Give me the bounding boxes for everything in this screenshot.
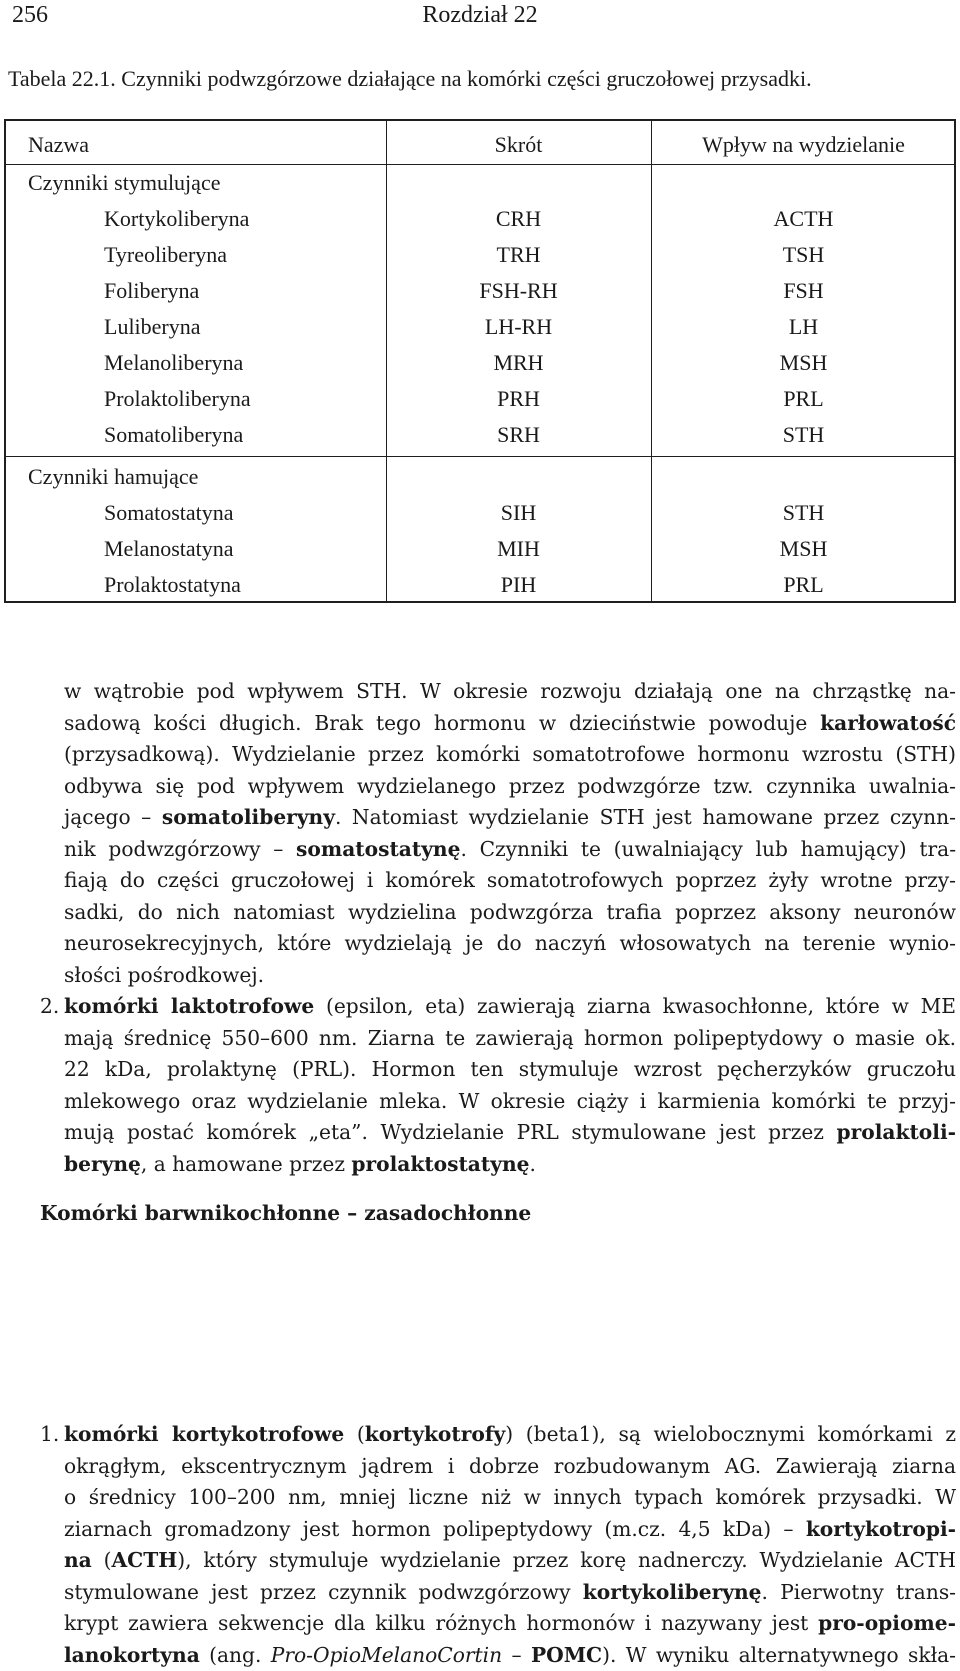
table-row	[6, 567, 954, 603]
table-caption: Tabela 22.1. Czynniki podwzgórzowe działające na komórki części gruczołowej przysadki.	[8, 66, 812, 92]
list-item-text	[64, 1419, 956, 1671]
text-line	[64, 1608, 956, 1640]
text-run: sadki, do nich natomiast wydzielina podwzgórza trafia poprzez aksony neuronów	[64, 900, 956, 924]
text-line	[64, 1419, 956, 1451]
text-run: odbywa się pod wpływem wydzielanego przez podwzgórze tzw. czynnika uwalnia-	[64, 774, 956, 798]
text-line	[64, 1117, 956, 1149]
text-line	[64, 991, 956, 1023]
table-row	[6, 417, 954, 453]
bold-term: kortykoliberynę	[583, 1580, 762, 1604]
table-row	[6, 201, 954, 237]
factor-abbr-cell: LH-RH	[386, 309, 651, 345]
factor-name-cell: Tyreoliberyna	[104, 237, 227, 273]
text-run: ziarnach gromadzony jest hormon polipeptydowy (m.cz. 4,5 kDa) –	[64, 1517, 806, 1541]
table-group-row	[6, 459, 954, 495]
factor-abbr-cell: PIH	[386, 567, 651, 603]
text-run: w wątrobie pod wpływem STH. W okresie rozwoju działają one na chrząstkę na-	[64, 679, 956, 703]
text-run: nik podwzgórzowy –	[64, 837, 296, 861]
column-header-abbr: Skrót	[386, 127, 651, 163]
factor-effect-cell: MSH	[651, 531, 956, 567]
factor-effect-cell: PRL	[651, 567, 956, 603]
text-run: (	[344, 1422, 365, 1446]
text-run: . Czynniki te (uwalniający lub hamujący) tra-	[460, 837, 956, 861]
paragraph-lines	[64, 676, 956, 991]
text-run: jącego –	[64, 805, 162, 829]
bold-term: kortykotropi-	[806, 1517, 956, 1541]
page-number: 256	[12, 2, 48, 29]
text-line	[64, 1545, 956, 1577]
text-line	[64, 1514, 956, 1546]
text-run: –	[502, 1643, 531, 1667]
text-line	[64, 897, 956, 929]
factor-abbr-cell: PRH	[386, 381, 651, 417]
factor-effect-cell: STH	[651, 495, 956, 531]
text-run: fiają do części gruczołowej i komórek somatotrofowych poprzez żyły wrotne przy-	[64, 868, 956, 892]
page-header	[0, 0, 960, 40]
bold-term: ACTH	[111, 1548, 177, 1572]
group-label: Czynniki hamujące	[28, 459, 198, 495]
text-line	[64, 1451, 956, 1483]
list-item-lactotrophs	[64, 991, 956, 1180]
hormone-table	[4, 119, 956, 603]
text-line	[64, 771, 956, 803]
text-line	[64, 1086, 956, 1118]
text-line	[64, 960, 956, 992]
bold-term: somatoliberyny	[162, 805, 335, 829]
list-number: 2.	[40, 991, 59, 1023]
factor-abbr-cell: CRH	[386, 201, 651, 237]
paragraph-somatotrophs	[64, 676, 956, 991]
factor-abbr-cell: MRH	[386, 345, 651, 381]
bold-term: prolaktoli-	[837, 1120, 956, 1144]
bold-term: kortykotrofy	[365, 1422, 505, 1446]
text-run: ). W wyniku alternatywnego skła-	[602, 1643, 956, 1667]
table-row	[6, 381, 954, 417]
text-run: , a hamowane przez	[141, 1152, 352, 1176]
factor-name-cell: Melanostatyna	[104, 531, 234, 567]
chapter-title: Rozdział 22	[0, 2, 960, 29]
text-line	[64, 708, 956, 740]
bold-term: karłowatość	[820, 711, 956, 735]
list-number: 1.	[40, 1419, 59, 1451]
text-run: (epsilon, eta) zawierają ziarna kwasochłonne, które w ME	[314, 994, 956, 1018]
factor-name-cell: Somatoliberyna	[104, 417, 243, 453]
bold-term: pro-opiome-	[818, 1611, 956, 1635]
table-row	[6, 495, 954, 531]
factor-abbr-cell: SRH	[386, 417, 651, 453]
text-run: .	[529, 1152, 535, 1176]
list-item-text	[64, 991, 956, 1180]
italic-term: Pro-OpioMelanoCortin	[271, 1643, 502, 1667]
table-row	[6, 273, 954, 309]
text-run: mują postać komórek „eta”. Wydzielanie PRL stymulowane jest przez	[64, 1120, 837, 1144]
text-run: sadową kości długich. Brak tego hormonu w dzieciństwie powoduje	[64, 711, 820, 735]
text-run: (przysadkową). Wydzielanie przez komórki somatotrofowe hormonu wzrostu (STH)	[64, 742, 956, 766]
text-run: krypt zawiera sekwencje dla kilku różnych hormonów i nazywany jest	[64, 1611, 818, 1635]
text-line	[64, 1577, 956, 1609]
text-run: ) (beta1), są wielobocznymi komórkami z	[505, 1422, 956, 1446]
table-row	[6, 309, 954, 345]
bold-term: POMC	[531, 1643, 602, 1667]
factor-name-cell: Prolaktostatyna	[104, 567, 241, 603]
factor-name-cell: Prolaktoliberyna	[104, 381, 251, 417]
text-line	[64, 1054, 956, 1086]
column-header-effect: Wpływ na wydzielanie	[651, 127, 956, 163]
text-line	[64, 1482, 956, 1514]
factor-effect-cell: FSH	[651, 273, 956, 309]
factor-effect-cell: PRL	[651, 381, 956, 417]
bold-term: berynę	[64, 1152, 141, 1176]
factor-name-cell: Luliberyna	[104, 309, 201, 345]
text-line	[64, 1149, 956, 1181]
bold-term: na	[64, 1548, 92, 1572]
column-header-name: Nazwa	[28, 127, 89, 163]
text-run: mlekowego oraz wydzielanie mleka. W okresie ciąży i karmienia komórki te przyj-	[64, 1089, 956, 1113]
text-run: okrągłym, ekscentrycznym jądrem i dobrze rozbudowanym AG. Zawierają ziarna	[64, 1454, 956, 1478]
bold-term: lanokortyna	[64, 1643, 200, 1667]
text-run: . Pierwotny trans-	[762, 1580, 956, 1604]
factor-abbr-cell: SIH	[386, 495, 651, 531]
text-run: mają średnicę 550–600 nm. Ziarna te zawierają hormon polipeptydowy o masie ok.	[64, 1026, 956, 1050]
table-group-row	[6, 165, 954, 201]
factor-name-cell: Foliberyna	[104, 273, 199, 309]
text-line	[64, 802, 956, 834]
factor-abbr-cell: MIH	[386, 531, 651, 567]
text-line	[64, 1640, 956, 1671]
factor-abbr-cell: TRH	[386, 237, 651, 273]
factor-effect-cell: STH	[651, 417, 956, 453]
text-run: 22 kDa, prolaktynę (PRL). Hormon ten stymuluje wzrost pęcherzyków gruczołu	[64, 1057, 956, 1081]
text-line	[64, 739, 956, 771]
factor-effect-cell: TSH	[651, 237, 956, 273]
text-run: stymulowane jest przez czynnik podwzgórzowy	[64, 1580, 583, 1604]
section-heading: Komórki barwnikochłonne – zasadochłonne	[40, 1198, 531, 1230]
group-label: Czynniki stymulujące	[28, 165, 220, 201]
text-run: neurosekrecyjnych, które wydzielają je do naczyń włosowatych na terenie wynio-	[64, 931, 956, 955]
factor-name-cell: Melanoliberyna	[104, 345, 243, 381]
table-header-row	[6, 127, 954, 163]
factor-name-cell: Somatostatyna	[104, 495, 234, 531]
factor-effect-cell: MSH	[651, 345, 956, 381]
text-run: słości pośrodkowej.	[64, 963, 264, 987]
factor-abbr-cell: FSH-RH	[386, 273, 651, 309]
text-run: o średnicy 100–200 nm, mniej liczne niż w innych typach komórek przysadki. W	[64, 1485, 956, 1509]
table-row	[6, 345, 954, 381]
text-line	[64, 865, 956, 897]
text-run: . Natomiast wydzielanie STH jest hamowane przez czynn-	[335, 805, 956, 829]
bold-term: somatostatynę	[296, 837, 460, 861]
table-row	[6, 531, 954, 567]
bold-term: komórki kortykotrofowe	[64, 1422, 344, 1446]
text-run: (ang.	[200, 1643, 271, 1667]
factor-name-cell: Kortykoliberyna	[104, 201, 249, 237]
list-item-corticotrophs	[64, 1419, 956, 1671]
text-line	[64, 834, 956, 866]
text-line	[64, 676, 956, 708]
factor-effect-cell: ACTH	[651, 201, 956, 237]
bold-term: prolaktostatynę	[351, 1152, 529, 1176]
text-run: ), który stymuluje wydzielanie przez korę nadnerczy. Wydzielanie ACTH	[177, 1548, 956, 1572]
text-line	[64, 928, 956, 960]
text-line	[64, 1023, 956, 1055]
bold-term: komórki laktotrofowe	[64, 994, 314, 1018]
factor-effect-cell: LH	[651, 309, 956, 345]
text-run: (	[92, 1548, 112, 1572]
table-divider	[6, 456, 954, 457]
table-row	[6, 237, 954, 273]
